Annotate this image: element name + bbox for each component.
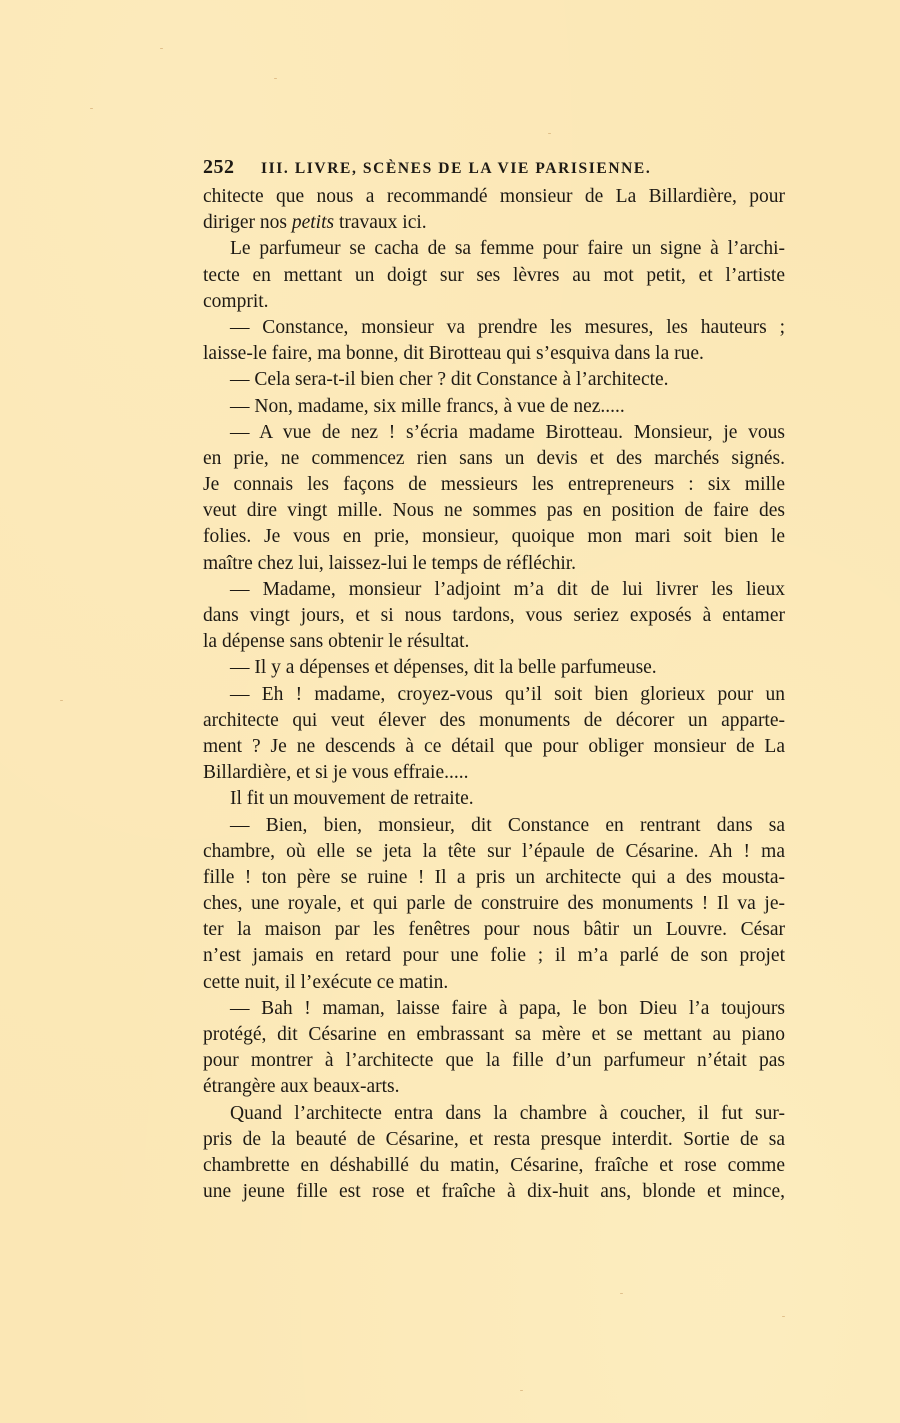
text-line: — A vue de nez ! s’écria madame Birotteau. Monsieur, je vous	[230, 421, 785, 443]
text-line: tecte en mettant un doigt sur ses lèvres au mot petit, et l’artiste	[203, 264, 785, 286]
text-line: étrangère aux beaux-arts.	[203, 1076, 400, 1098]
text-line: — Eh ! madame, croyez-vous qu’il soit bien glorieux pour un	[230, 683, 785, 705]
text-line: protégé, dit Césarine en embrassant sa mère et se mettant au piano	[203, 1024, 785, 1045]
text-line: pris de la beauté de Césarine, et resta presque interdit. Sortie de sa	[203, 1128, 785, 1150]
text-line: la dépense sans obtenir le résultat.	[203, 631, 470, 653]
paper-speck	[90, 108, 93, 109]
text-line: Je connais les façons de messieurs les entrepreneurs : six mille	[203, 474, 785, 496]
text-line: pour montrer à l’architecte que la fille d’un parfumeur n’était pas	[203, 1050, 785, 1072]
text-line: fille ! ton père se ruine ! Il a pris un architecte qui a des mousta-	[203, 866, 785, 888]
text-line: dans vingt jours, et si nous tardons, vous seriez exposés à entamer	[203, 605, 785, 626]
text-line: Billardière, et si je vous effraie.....	[203, 762, 469, 784]
paper-speck	[60, 700, 63, 701]
text-line: — Bien, bien, monsieur, dit Constance en rentrant dans sa	[230, 814, 785, 836]
page-number: 252	[203, 156, 235, 178]
running-head	[203, 156, 783, 180]
text-line: chambre, où elle se jeta la tête sur l’épaule de Césarine. Ah ! ma	[203, 840, 785, 862]
text-line: Le parfumeur se cacha de sa femme pour faire un signe à l’archi-	[230, 238, 785, 260]
text-line: — Il y a dépenses et dépenses, dit la belle parfumeuse.	[230, 657, 657, 679]
paper-speck	[782, 1316, 785, 1317]
text-line: — Bah ! maman, laisse faire à papa, le bon Dieu l’a toujours	[230, 997, 785, 1019]
body-text	[203, 184, 785, 1205]
text-line: veut dire vingt mille. Nous ne sommes pas en position de faire des	[203, 500, 785, 522]
paper-speck	[520, 1390, 523, 1391]
text-line: ches, une royale, et qui parle de construire des monuments ! Il va je-	[203, 893, 785, 915]
text-line: n’est jamais en retard pour une folie ; il m’a parlé de son projet	[203, 945, 785, 967]
text-line: maître chez lui, laissez-lui le temps de réfléchir.	[203, 552, 577, 574]
text-line: Quand l’architecte entra dans la chambre à coucher, il fut sur-	[230, 1102, 785, 1124]
text-fragment: travaux ici.	[334, 212, 427, 234]
text-line: en prie, ne commencez rien sans un devis et des marchés signés.	[203, 447, 785, 469]
text-line: comprit.	[203, 290, 269, 312]
text-line: laisse-le faire, ma bonne, dit Birotteau qui s’esquiva dans la rue.	[203, 343, 704, 365]
paper-speck	[160, 48, 163, 49]
paper-speck	[620, 1293, 623, 1294]
text-line: — Constance, monsieur va prendre les mesures, les hauteurs ;	[230, 316, 785, 338]
text-line: chitecte que nous a recommandé monsieur de La Billardière, pour	[203, 186, 785, 207]
paper-speck	[274, 78, 277, 79]
text-line: chambrette en déshabillé du matin, Césarine, fraîche et rose comme	[203, 1154, 785, 1176]
text-line: — Cela sera-t-il bien cher ? dit Constance à l’architecte.	[230, 369, 669, 391]
text-line: Il fit un mouvement de retraite.	[230, 788, 474, 810]
running-title: III. LIVRE, SCÈNES DE LA VIE PARISIENNE.	[261, 160, 652, 177]
text-line: architecte qui veut élever des monuments de décorer un apparte-	[203, 709, 785, 731]
text-line: ment ? Je ne descends à ce détail que pour obliger monsieur de La	[203, 735, 785, 757]
paper-speck	[548, 133, 551, 134]
text-line: folies. Je vous en prie, monsieur, quoique mon mari soit bien le	[203, 526, 785, 548]
text-line: une jeune fille est rose et fraîche à dix-huit ans, blonde et mince,	[203, 1181, 785, 1203]
text-line: — Madame, monsieur l’adjoint m’a dit de lui livrer les lieux	[230, 578, 785, 600]
text-line: ter la maison par les fenêtres pour nous bâtir un Louvre. César	[203, 919, 785, 941]
text-line: — Non, madame, six mille francs, à vue de nez.....	[230, 395, 625, 417]
text-line	[203, 210, 785, 236]
text-line: cette nuit, il l’exécute ce matin.	[203, 971, 449, 993]
italic-word: petits	[291, 212, 335, 234]
text-fragment: diriger nos	[203, 212, 292, 234]
